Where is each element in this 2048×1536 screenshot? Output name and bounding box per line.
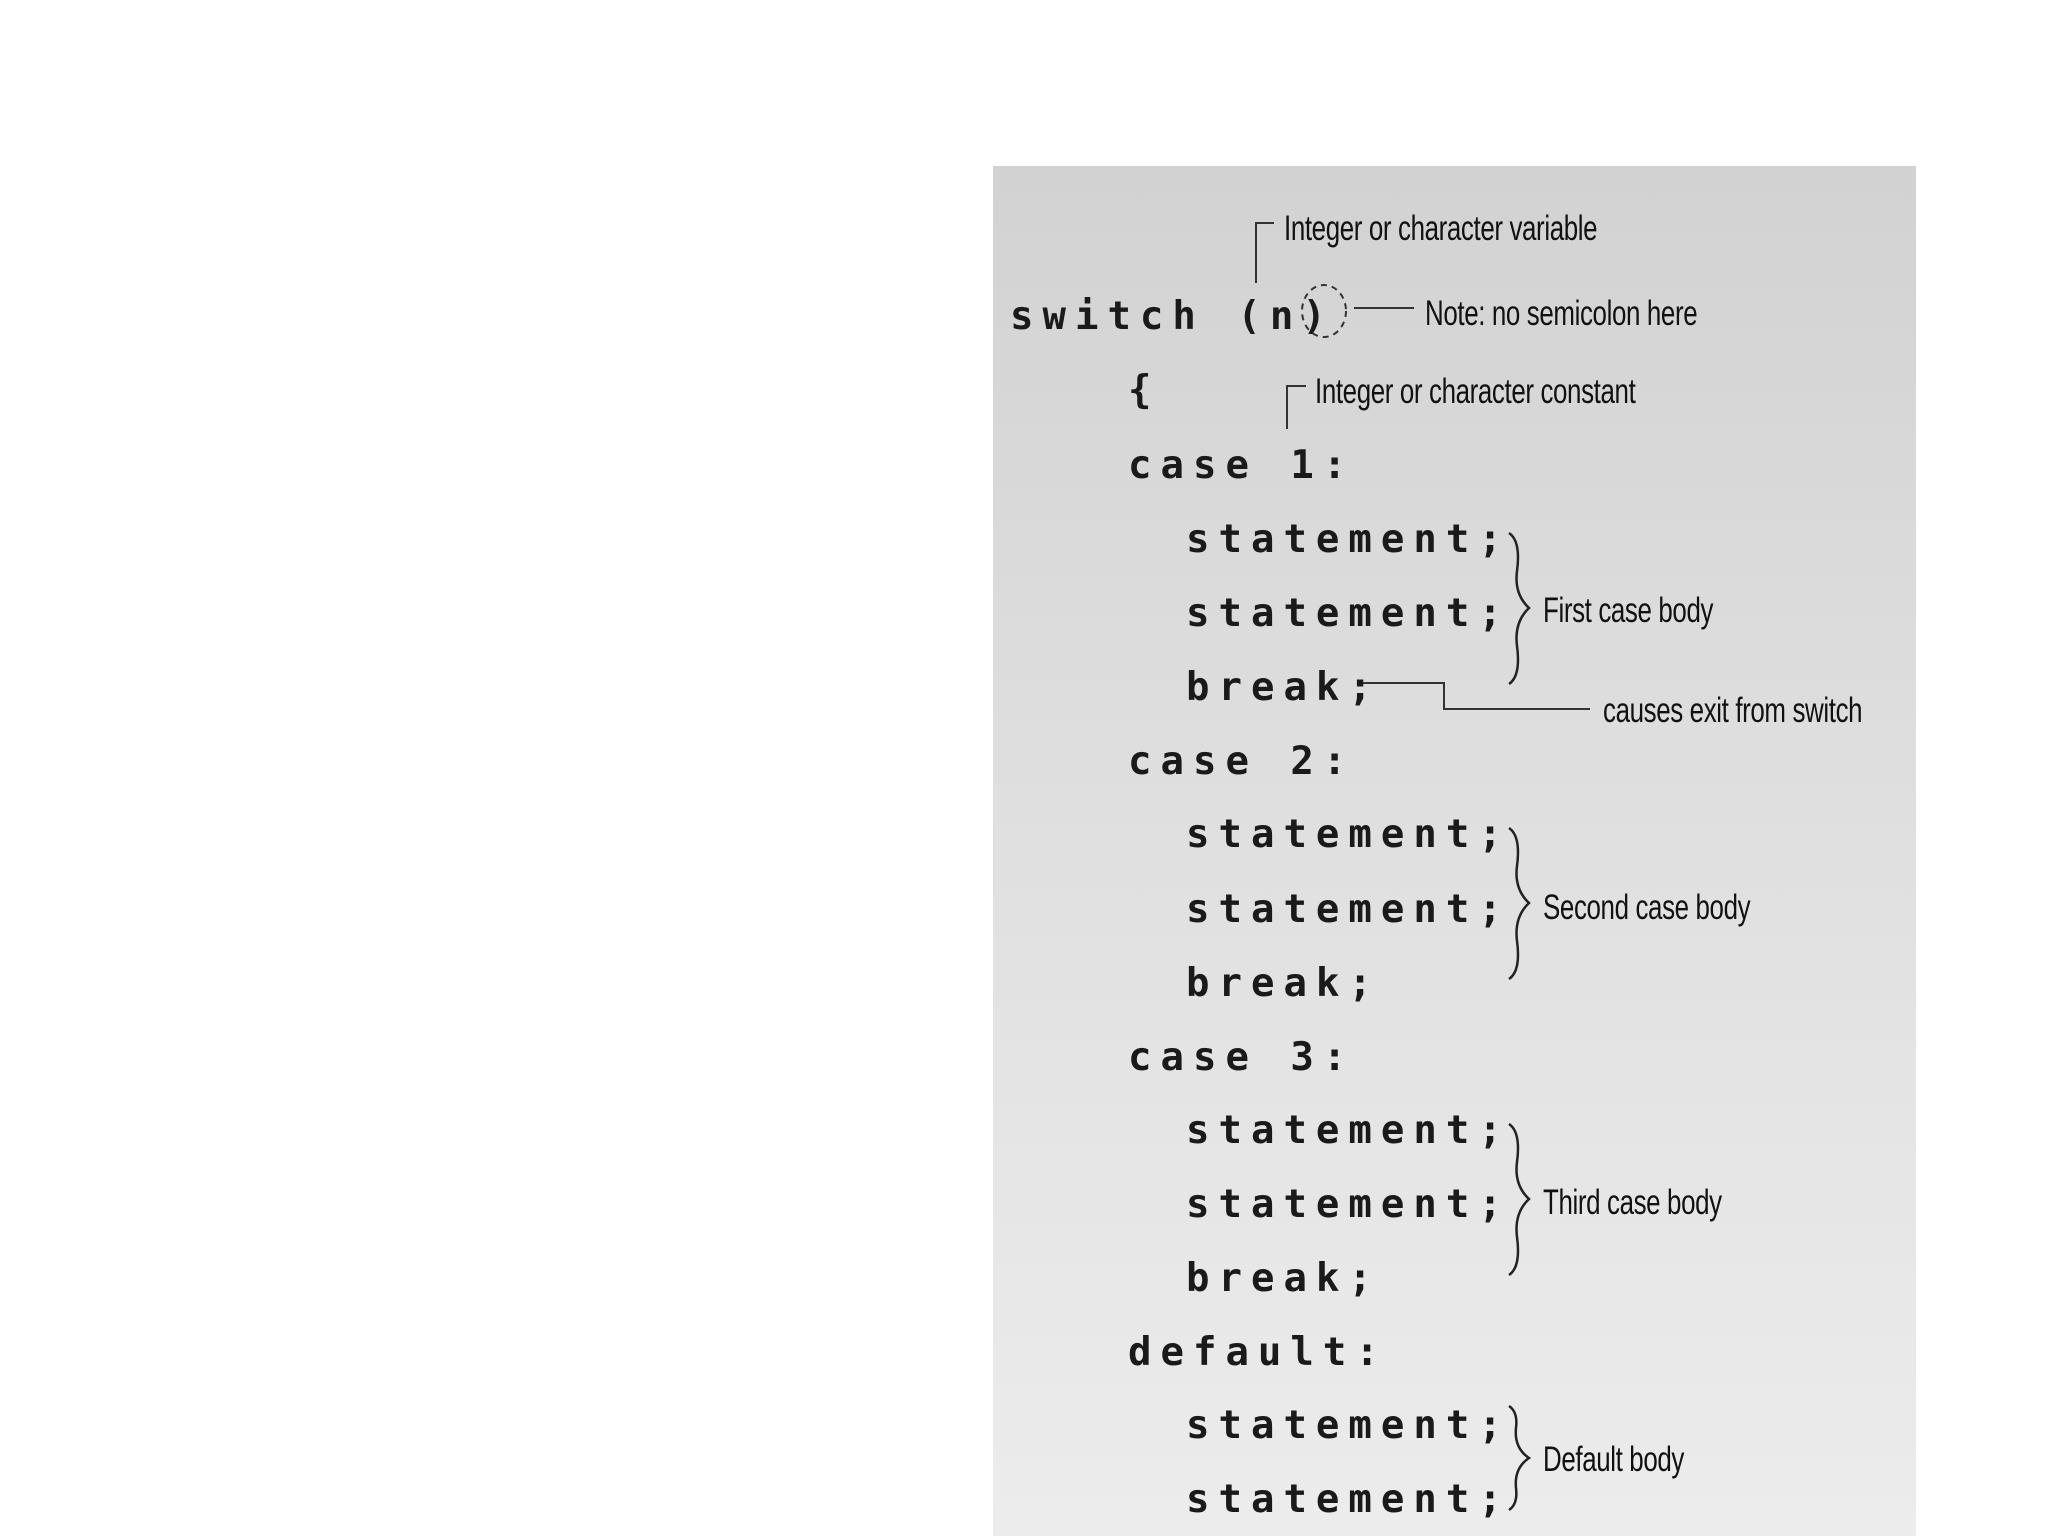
second-case-brace: [1509, 828, 1529, 979]
case-3-break: break;: [1186, 1256, 1381, 1301]
case-1-label: case 1:: [1128, 443, 1356, 488]
first-case-body-annotation: First case body: [1543, 591, 1714, 630]
second-case-body-annotation: Second case body: [1543, 888, 1751, 927]
case-2-statement-1: statement;: [1186, 812, 1511, 857]
third-case-brace: [1509, 1124, 1529, 1275]
case-1-statement-2: statement;: [1186, 591, 1511, 636]
open-brace: {: [1128, 368, 1161, 413]
constant-leader-line: [1287, 386, 1306, 429]
default-body-annotation: Default body: [1543, 1440, 1684, 1479]
case-2-label: case 2:: [1128, 739, 1356, 784]
break-exit-leader-line: [1363, 683, 1590, 709]
default-statement-1: statement;: [1186, 1403, 1511, 1448]
annotation-lines: [993, 166, 1916, 1536]
semicolon-dashed-circle: [1302, 285, 1346, 337]
constant-annotation: Integer or character constant: [1315, 372, 1636, 411]
break-exit-annotation: causes exit from switch: [1603, 691, 1863, 730]
switch-keyword-line: switch (n): [1010, 294, 1335, 339]
case-3-label: case 3:: [1128, 1035, 1356, 1080]
switch-statement-diagram: [993, 166, 1916, 1536]
case-3-statement-2: statement;: [1186, 1182, 1511, 1227]
default-label: default:: [1128, 1330, 1388, 1375]
case-3-statement-1: statement;: [1186, 1108, 1511, 1153]
case-2-break: break;: [1186, 961, 1381, 1006]
case-2-statement-2: statement;: [1186, 887, 1511, 932]
first-case-brace: [1509, 533, 1529, 684]
case-1-break: break;: [1186, 665, 1381, 710]
variable-annotation: Integer or character variable: [1284, 209, 1598, 248]
default-statement-2: statement;: [1186, 1477, 1511, 1522]
variable-leader-line: [1256, 223, 1274, 283]
third-case-body-annotation: Third case body: [1543, 1183, 1722, 1222]
case-1-statement-1: statement;: [1186, 517, 1511, 562]
semicolon-annotation: Note: no semicolon here: [1425, 294, 1698, 333]
default-brace: [1509, 1406, 1529, 1510]
